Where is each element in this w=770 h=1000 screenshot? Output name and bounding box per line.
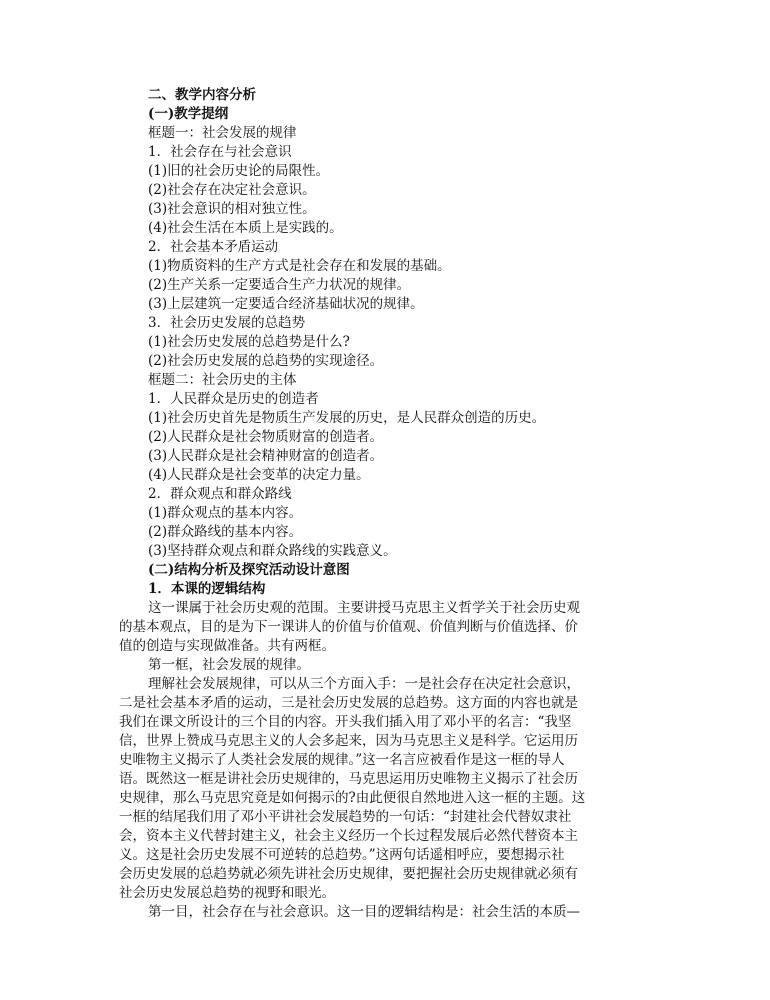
f1-item3: 3．社会历史发展的总趋势 bbox=[148, 315, 306, 331]
paragraph-line: 信，世界上赞成马克思主义的人会多起来，因为马克思主义是科学。它运用历 bbox=[119, 733, 578, 749]
frame1-title: 框题一：社会发展的规律 bbox=[148, 125, 297, 141]
list-item: (4)人民群众是社会变革的决定力量。 bbox=[148, 467, 370, 483]
list-item: (1)社会历史首先是物质生产发展的历史，是人民群众创造的历史。 bbox=[148, 410, 546, 426]
list-item: (2)社会存在决定社会意识。 bbox=[148, 182, 316, 198]
f1-item2: 2．社会基本矛盾运动 bbox=[148, 239, 279, 255]
list-item: (1)旧的社会历史论的局限性。 bbox=[148, 163, 330, 179]
paragraph-line: 会，资本主义代替封建主义，社会主义经历一个长过程发展后必然代替资本主 bbox=[119, 828, 578, 844]
section-heading: 二、教学内容分析 bbox=[148, 87, 256, 103]
paragraph-line: 的基本观点，目的是为下一课讲人的价值与价值观、价值判断与价值选择、价 bbox=[119, 619, 578, 635]
paragraph-line: 史规律，那么马克思究竟是如何揭示的?由此便很自然地进入这一框的主题。这 bbox=[119, 790, 586, 806]
list-item: (3)社会意识的相对独立性。 bbox=[148, 201, 316, 217]
list-item: (3)上层建筑一定要适合经济基础状况的规律。 bbox=[148, 296, 424, 312]
paragraph-line: 我们在课文所设计的三个目的内容。开头我们插入用了邓小平的名言：“我坚 bbox=[119, 714, 572, 730]
paragraph-line: 理解社会发展规律，可以从三个方面入手：一是社会存在决定社会意识， bbox=[148, 676, 580, 692]
list-item: (1)群众观点的基本内容。 bbox=[148, 505, 303, 521]
paragraph-line: 义。这是社会历史发展不可逆转的总趋势。”这两句话遥相呼应，要想揭示社 bbox=[119, 847, 565, 863]
outline-heading: (一)教学提纲 bbox=[148, 106, 229, 122]
list-item: (2)生产关系一定要适合生产力状况的规律。 bbox=[148, 277, 411, 293]
paragraph-line: 会历史发展的总趋势就必须先讲社会历史规律，要把握社会历史规律就必须有 bbox=[119, 866, 578, 882]
list-item: (4)社会生活在本质上是实践的。 bbox=[148, 220, 343, 236]
frame2-title: 框题二：社会历史的主体 bbox=[148, 372, 297, 388]
list-item: (3)人民群众是社会精神财富的创造者。 bbox=[148, 448, 384, 464]
list-item: (2)群众路线的基本内容。 bbox=[148, 524, 303, 540]
list-item: (1)社会历史发展的总趋势是什么? bbox=[148, 334, 350, 350]
paragraph-line: 第一目，社会存在与社会意识。这一目的逻辑结构是：社会生活的本质— bbox=[148, 904, 580, 920]
paragraph-line: 二是社会基本矛盾的运动，三是社会历史发展的总趋势。这方面的内容也就是 bbox=[119, 695, 578, 711]
paragraph-line: 一框的结尾我们用了邓小平讲社会发展趋势的一句话：“封建社会代替奴隶社 bbox=[119, 809, 572, 825]
list-item: (2)社会历史发展的总趋势的实现途径。 bbox=[148, 353, 384, 369]
f2-item2: 2．群众观点和群众路线 bbox=[148, 486, 292, 502]
f2-item1: 1．人民群众是历史的创造者 bbox=[148, 391, 319, 407]
list-item: (2)人民群众是社会物质财富的创造者。 bbox=[148, 429, 384, 445]
paragraph-line: 值的创造与实现做准备。共有两框。 bbox=[119, 638, 335, 654]
paragraph-line: 语。既然这一框是讲社会历史规律的，马克思运用历史唯物主义揭示了社会历 bbox=[119, 771, 578, 787]
list-item: (3)坚持群众观点和群众路线的实践意义。 bbox=[148, 543, 397, 559]
paragraph-line: 第一框，社会发展的规律。 bbox=[148, 657, 310, 673]
paragraph-line: 史唯物主义揭示了人类社会发展的规律。”这一名言应被看作是这一框的导人 bbox=[119, 752, 565, 768]
paragraph-line: 这一课属于社会历史观的范围。主要讲授马克思主义哲学关于社会历史观 bbox=[148, 600, 580, 616]
structure-heading: (二)结构分析及探究活动设计意图 bbox=[148, 562, 350, 578]
paragraph-line: 社会历史发展总趋势的视野和眼光。 bbox=[119, 885, 335, 901]
logic-heading: 1．本课的逻辑结构 bbox=[148, 581, 266, 597]
list-item: (1)物质资料的生产方式是社会存在和发展的基础。 bbox=[148, 258, 451, 274]
f1-item1: 1．社会存在与社会意识 bbox=[148, 144, 292, 160]
